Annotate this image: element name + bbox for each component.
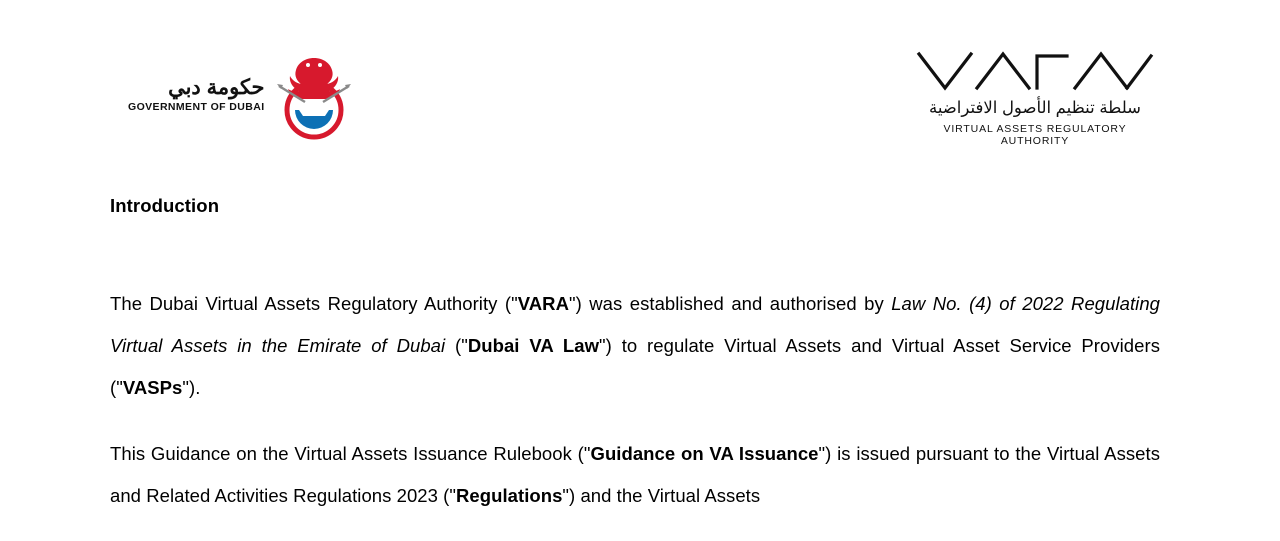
paragraph-1: The Dubai Virtual Assets Regulatory Authority ("VARA") was established and authorised by Law No. (4) of 2022 Regulating Virtual Assets in the Emirate of Dubai ("Dubai VA Law") to regulate Virtual Assets and Virtual Asset Service Providers ("VASPs"). <box>110 293 1161 398</box>
gov-logo-english-text: GOVERNMENT OF DUBAI <box>128 101 265 114</box>
document-body <box>110 195 1160 541</box>
vara-logo-arabic-text: سلطة تنظيم الأصول الافتراضية <box>928 99 1142 117</box>
paragraph-2: This Guidance on the Virtual Assets Issuance Rulebook ("Guidance on VA Issuance") is issued pursuant to the Virtual Assets and Related Activities Regulations 2023 ("Regulations") and the Virtual Assets <box>110 443 1160 506</box>
vara-logo-english-text: VIRTUAL ASSETS REGULATORY AUTHORITY <box>943 123 1127 147</box>
vara-wordmark-icon <box>915 48 1155 94</box>
government-of-dubai-logo <box>128 52 353 138</box>
gov-logo-arabic-text: حكومة دبي <box>168 75 265 99</box>
vara-logo <box>910 48 1160 147</box>
document-header <box>110 30 1170 147</box>
dubai-government-emblem-icon <box>275 52 353 138</box>
page-title: Introduction <box>110 195 220 216</box>
gov-logo-text <box>128 77 265 113</box>
